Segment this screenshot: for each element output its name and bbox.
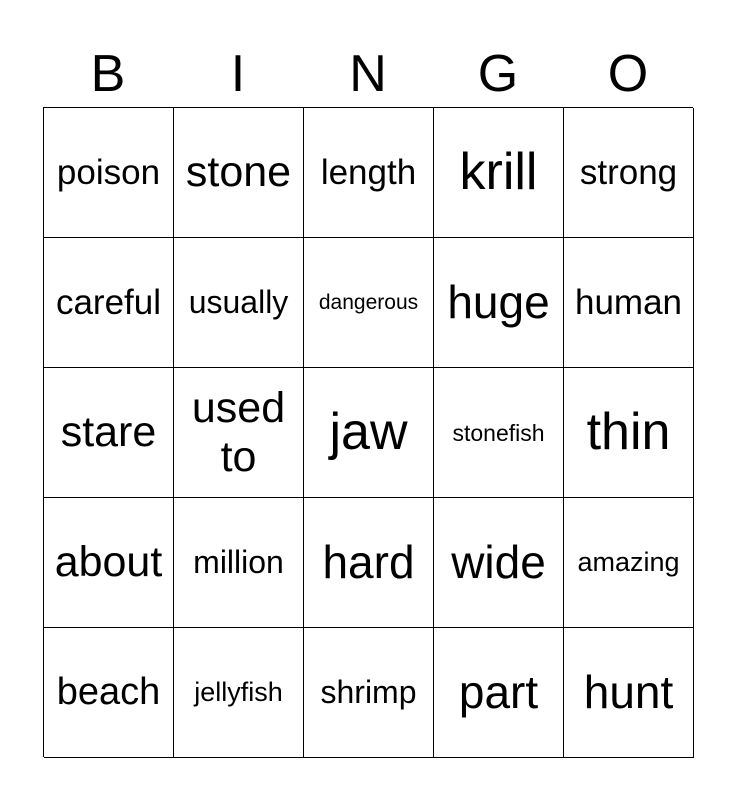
bingo-card-grid xyxy=(43,107,693,757)
header-letter-g: G xyxy=(477,45,519,103)
bingo-cell[interactable] xyxy=(174,238,304,368)
bingo-cell[interactable] xyxy=(304,628,434,758)
bingo-cell[interactable] xyxy=(304,498,434,628)
cell-word: human xyxy=(574,282,683,322)
cell-word: poison xyxy=(56,152,161,192)
bingo-cell[interactable] xyxy=(434,628,564,758)
bingo-header xyxy=(43,40,693,108)
cell-word: about xyxy=(54,538,163,587)
cell-word: dangerous xyxy=(318,290,419,314)
cell-word: length xyxy=(320,152,417,192)
cell-word: strong xyxy=(579,152,678,192)
bingo-cell[interactable] xyxy=(44,628,174,758)
cell-word: careful xyxy=(55,282,162,322)
cell-word: jellyfish xyxy=(194,677,283,708)
cell-word: amazing xyxy=(577,547,680,578)
bingo-cell[interactable] xyxy=(434,108,564,238)
cell-word: thin xyxy=(586,403,671,462)
bingo-cell[interactable] xyxy=(564,238,694,368)
cell-word: stonefish xyxy=(452,419,545,446)
bingo-cell[interactable] xyxy=(304,238,434,368)
header-letter-o: O xyxy=(607,45,649,103)
bingo-cell[interactable] xyxy=(434,498,564,628)
cell-word: stare xyxy=(60,408,157,457)
bingo-cell[interactable] xyxy=(564,368,694,498)
cell-word: beach xyxy=(56,671,161,714)
cell-word: stone xyxy=(185,148,292,197)
cell-word: usually xyxy=(188,284,289,321)
cell-word: part xyxy=(458,665,539,718)
cell-word: jaw xyxy=(329,403,408,462)
cell-word: wide xyxy=(451,535,546,588)
cell-word: used to xyxy=(191,383,286,481)
cell-word: hunt xyxy=(583,665,674,718)
bingo-cell[interactable] xyxy=(44,368,174,498)
header-letter-i: I xyxy=(230,45,246,103)
bingo-cell[interactable] xyxy=(434,368,564,498)
cell-word: huge xyxy=(447,275,550,328)
cell-word: krill xyxy=(459,143,538,202)
bingo-cell[interactable] xyxy=(174,498,304,628)
bingo-cell[interactable] xyxy=(174,108,304,238)
bingo-cell[interactable] xyxy=(174,628,304,758)
header-letter-b: B xyxy=(90,45,126,103)
bingo-cell[interactable] xyxy=(44,238,174,368)
cell-word: hard xyxy=(322,535,415,588)
bingo-cell[interactable] xyxy=(174,368,304,498)
header-letter-n: N xyxy=(349,45,387,103)
bingo-cell[interactable] xyxy=(304,108,434,238)
bingo-cell[interactable] xyxy=(44,108,174,238)
bingo-cell[interactable] xyxy=(44,498,174,628)
bingo-cell[interactable] xyxy=(564,628,694,758)
cell-word: million xyxy=(193,544,284,581)
bingo-cell[interactable] xyxy=(564,498,694,628)
bingo-cell[interactable] xyxy=(304,368,434,498)
bingo-cell[interactable] xyxy=(434,238,564,368)
cell-word: shrimp xyxy=(320,674,417,711)
bingo-cell[interactable] xyxy=(564,108,694,238)
